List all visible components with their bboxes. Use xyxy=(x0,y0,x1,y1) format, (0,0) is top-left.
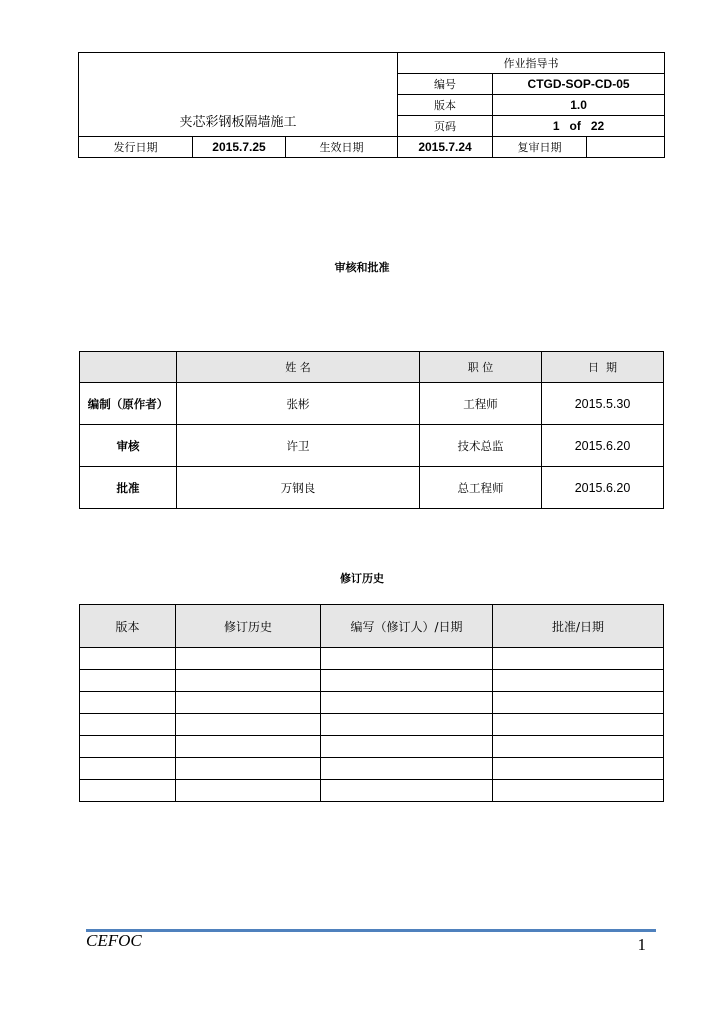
review-person-name: 张彬 xyxy=(177,383,420,425)
review-role: 编制（原作者） xyxy=(80,383,177,425)
footer-page-number: 1 xyxy=(637,935,646,954)
review-header-blank xyxy=(80,352,177,383)
revision-cell xyxy=(493,780,664,802)
revision-cell xyxy=(493,714,664,736)
revision-cell xyxy=(321,692,493,714)
page-label: 页码 xyxy=(398,116,493,137)
effective-date-label: 生效日期 xyxy=(286,137,398,158)
revision-cell xyxy=(493,692,664,714)
table-row xyxy=(80,736,664,758)
revision-cell xyxy=(176,736,321,758)
review-date: 2015.6.20 xyxy=(542,467,664,509)
review-date: 2015.6.20 xyxy=(542,425,664,467)
review-person-name: 万钢良 xyxy=(177,467,420,509)
revision-header-editor: 编写（修订人）/日期 xyxy=(321,605,493,648)
review-role: 审核 xyxy=(80,425,177,467)
version-value: 1.0 xyxy=(493,95,665,116)
revision-cell xyxy=(80,736,176,758)
document-type: 作业指导书 xyxy=(398,53,665,74)
document-header-table xyxy=(78,52,665,158)
review-section-title: 审核和批准 xyxy=(334,261,390,274)
revision-section-title: 修订历史 xyxy=(340,572,384,585)
revision-cell xyxy=(493,670,664,692)
revision-body xyxy=(80,648,664,802)
revision-cell xyxy=(493,758,664,780)
revision-cell xyxy=(321,648,493,670)
revision-cell xyxy=(80,670,176,692)
revision-cell xyxy=(176,692,321,714)
revision-cell xyxy=(176,714,321,736)
table-row xyxy=(80,714,664,736)
review-date-value xyxy=(587,137,665,158)
table-row xyxy=(80,692,664,714)
revision-header-approval: 批准/日期 xyxy=(493,605,664,648)
table-row xyxy=(80,780,664,802)
review-person-name: 许卫 xyxy=(177,425,420,467)
revision-cell xyxy=(176,758,321,780)
table-row xyxy=(80,425,664,467)
footer-rule xyxy=(86,929,656,932)
revision-cell xyxy=(176,670,321,692)
revision-cell xyxy=(176,780,321,802)
page-value: 1 of 22 xyxy=(493,116,665,137)
review-header-row xyxy=(80,352,664,383)
revision-cell xyxy=(80,758,176,780)
review-role: 批准 xyxy=(80,467,177,509)
review-date-label: 复审日期 xyxy=(493,137,587,158)
review-approval-table xyxy=(79,351,664,509)
revision-cell xyxy=(321,670,493,692)
review-header-position: 职 位 xyxy=(420,352,542,383)
issue-date-value: 2015.7.25 xyxy=(193,137,286,158)
version-label: 版本 xyxy=(398,95,493,116)
revision-cell xyxy=(321,736,493,758)
review-position: 工程师 xyxy=(420,383,542,425)
table-row xyxy=(80,383,664,425)
revision-cell xyxy=(321,780,493,802)
review-position: 技术总监 xyxy=(420,425,542,467)
revision-cell xyxy=(80,714,176,736)
table-row xyxy=(80,758,664,780)
review-date: 2015.5.30 xyxy=(542,383,664,425)
revision-cell xyxy=(321,714,493,736)
document-title: 夹芯彩钢板隔墙施工 xyxy=(79,53,398,137)
revision-cell xyxy=(80,648,176,670)
review-position: 总工程师 xyxy=(420,467,542,509)
review-header-name: 姓 名 xyxy=(177,352,420,383)
revision-history-table xyxy=(79,604,664,802)
revision-header-row xyxy=(80,605,664,648)
table-row xyxy=(80,670,664,692)
issue-date-label: 发行日期 xyxy=(79,137,193,158)
table-row xyxy=(80,648,664,670)
effective-date-value: 2015.7.24 xyxy=(398,137,493,158)
revision-header-version: 版本 xyxy=(80,605,176,648)
revision-cell xyxy=(493,736,664,758)
revision-cell xyxy=(80,780,176,802)
footer-brand: CEFOC xyxy=(86,931,142,950)
revision-cell xyxy=(321,758,493,780)
revision-cell xyxy=(493,648,664,670)
revision-header-history: 修订历史 xyxy=(176,605,321,648)
revision-cell xyxy=(80,692,176,714)
revision-cell xyxy=(176,648,321,670)
code-label: 编号 xyxy=(398,74,493,95)
table-row xyxy=(80,467,664,509)
review-header-date: 日 期 xyxy=(542,352,664,383)
code-value: CTGD-SOP-CD-05 xyxy=(493,74,665,95)
